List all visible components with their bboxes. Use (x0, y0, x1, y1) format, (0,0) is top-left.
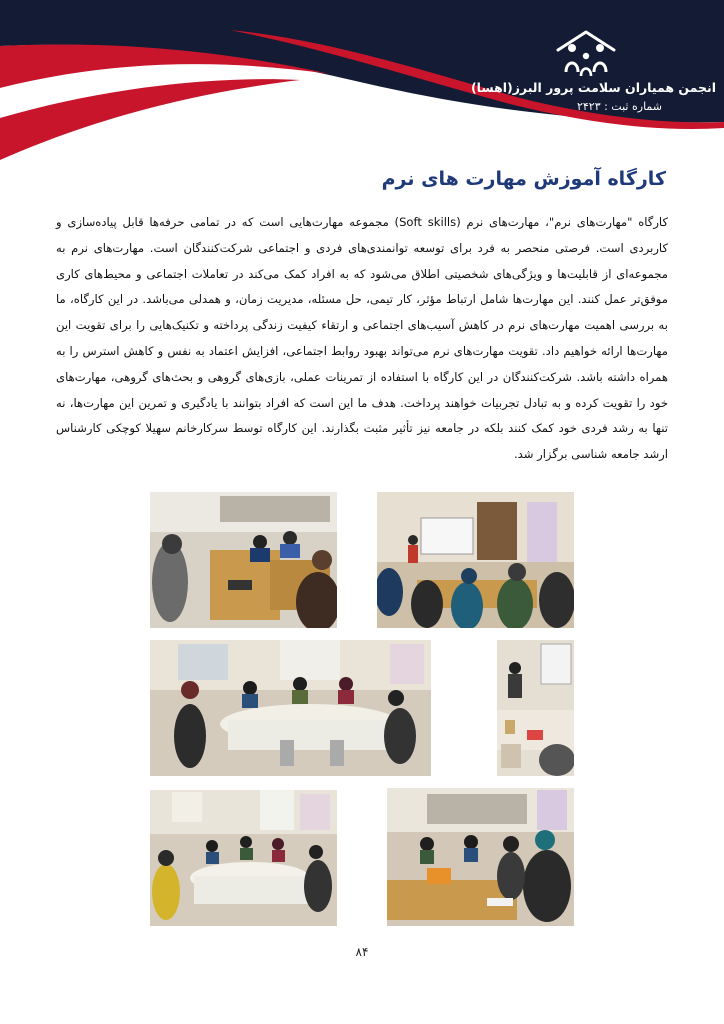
organization-name: انجمن همیاران سلامت پرور البرز(اهسا) (470, 80, 716, 95)
workshop-photo-4 (497, 640, 574, 776)
family-house-logo-icon (552, 28, 620, 80)
page-title: کارگاه آموزش مهارت های نرم (381, 168, 666, 190)
workshop-photo-2 (377, 492, 574, 628)
workshop-photo-6 (387, 788, 574, 926)
registration-number: شماره ثبت : ۲۴۲۳ (576, 100, 662, 113)
workshop-photo-5 (150, 790, 337, 926)
workshop-photo-1 (150, 492, 337, 628)
workshop-photo-3 (150, 640, 431, 776)
article-body: کارگاه "مهارت‌های نرم"، مهارت‌های نرم (Soft skills) مجموعه مهارت‌هایی است که در تمامی حرفه‌ها قابل پیاده‌سازی و کاربردی است. فرصتی منحصر به فرد برای توسعه توانمندی‌های فردی و اجتماعی شرکت‌کنندگان است. مهارت‌های نرم به مجموعه‌ای از قابلیت‌ها و ویژگی‌های شخصیتی اطلاق می‌شود که به افراد کمک می‌کند در تعاملات اجتماعی و محیط‌های کاری موفق‌تر عمل کنند. این مهارت‌ها شامل ارتباط مؤثر، کار تیمی، حل مسئله، مدیریت زمان، و همدلی می‌باشد. در این کارگاه، ما به بررسی اهمیت مهارت‌های نرم در کاهش آسیب‌های اجتماعی و ارتقاء کیفیت زندگی پرداخته و تکنیک‌هایی را برای تقویت این مهارت‌ها ارائه خواهیم داد. تقویت مهارت‌های نرم می‌تواند بهبود روابط اجتماعی، افزایش اعتماد به نفس و کاهش استرس را به همراه داشته باشد. شرکت‌کنندگان در این کارگاه با استفاده از تمرینات عملی، بازی‌های گروهی و بحث‌های گروهی، مهارت‌های خود را تقویت کرده و به تبادل تجربیات خواهند پرداخت. هدف ما این است که افراد بتوانند با یادگیری و تمرین این مهارت‌ها، نه تنها به رشد فردی خود کمک کنند بلکه در جامعه نیز تأثیر مثبت بگذارند. این کارگاه توسط سرکارخانم سهیلا کوچکی کارشناس ارشد جامعه شناسی برگزار شد. (56, 215, 668, 462)
page-number: ۸۴ (355, 945, 369, 959)
